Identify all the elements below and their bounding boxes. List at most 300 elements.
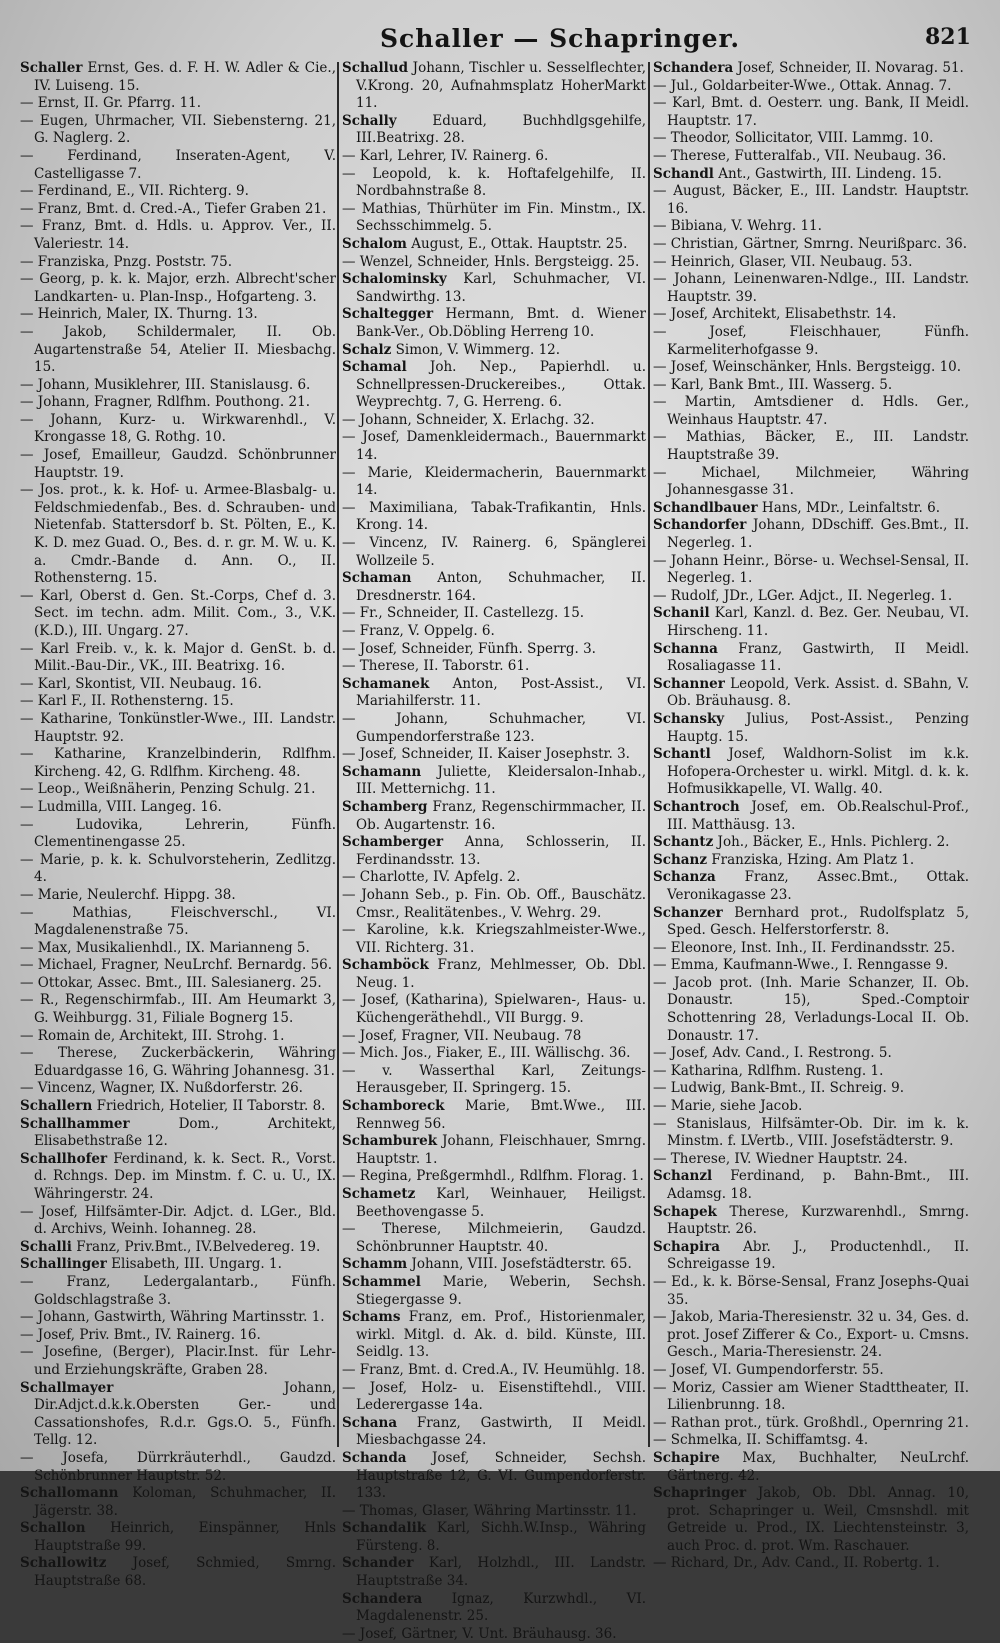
entry-text: Therese, Kurzwarenhdl., Smrng. Hauptstr. 26. — [667, 1203, 969, 1238]
entry-text: — Vincenz, Wagner, IX. Nußdorferstr. 26. — [20, 1080, 303, 1097]
entry-surname: Schapira — [653, 1238, 720, 1255]
entry-text: — Ed., k. k. Börse-Sensal, Franz Josephs-Quai 35. — [653, 1273, 969, 1308]
entry-text: Simon, V. Wimmerg. 12. — [395, 341, 561, 358]
column-divider-2 — [648, 62, 650, 1447]
entry-text: — R., Regenschirmfab., III. Am Heumarkt 3, G. Weihburgg. 31, Filiale Bognerg 15. — [20, 992, 336, 1027]
directory-entry — [342, 623, 646, 641]
directory-entry — [653, 799, 969, 834]
entry-surname: Schallern — [20, 1098, 93, 1115]
entry-text: — Johann Heinr., Börse- u. Wechsel-Sensal, II. Negerleg. 1. — [653, 552, 969, 587]
entry-text: — Wenzel, Schneider, Hnls. Bergsteigg. 25. — [342, 253, 640, 270]
directory-entry — [653, 852, 969, 870]
directory-entry — [20, 201, 336, 219]
directory-entry — [20, 676, 336, 694]
entry-text: Johann, DDschiff. Ges.Bmt., II. Negerleg. 1. — [667, 517, 969, 552]
directory-entry — [20, 940, 336, 958]
directory-entry — [342, 676, 646, 711]
entry-surname: Schallinger — [20, 1256, 107, 1273]
entry-text: — Josef, VI. Gumpendorferstr. 55. — [653, 1361, 884, 1378]
entry-text: Josef, Schneider, II. Novarag. 51. — [737, 60, 964, 76]
entry-text: — Michael, Fragner, NeuLrchf. Bernardg. 56. — [20, 957, 333, 974]
entry-text: — Josef, Damenkleidermach., Bauernmarkt 14. — [342, 429, 646, 464]
entry-surname: Schantz — [653, 834, 714, 851]
entry-surname: Schallomann — [20, 1485, 119, 1502]
directory-entry — [20, 1520, 336, 1555]
entry-text: — Josef, Priv. Bmt., IV. Rainerg. 16. — [20, 1326, 261, 1343]
column-1 — [20, 60, 337, 1590]
entry-surname: Schandera — [342, 1590, 423, 1607]
directory-entry — [342, 1045, 646, 1063]
entry-text: Ignaz, Kurzwhdl., VI. Magdalenenstr. 25. — [356, 1590, 646, 1625]
directory-entry — [653, 95, 969, 130]
entry-text: — Franz, Bmt. d. Cred.-A., Tiefer Graben 21. — [20, 200, 327, 217]
entry-surname: Schalom — [342, 235, 407, 252]
entry-text: Ferdinand, p. Bahn-Bmt., III. Adamsg. 18. — [667, 1168, 969, 1202]
entry-text: Josef, Waldhorn-Solist im k.k. Hofopera-Orchester u. wirkl. Mitgl. d. k. k. Hofmusikkapelle, VI. Wallg. 40. — [667, 746, 969, 798]
directory-entry — [342, 412, 646, 430]
entry-surname: Schallhammer — [20, 1115, 130, 1132]
entry-text: — Franz, Bmt. d. Cred.A., IV. Heumühlg. 18. — [342, 1361, 646, 1378]
entry-text: Josef, Schmied, Smrng. Hauptstraße 68. — [34, 1555, 336, 1590]
directory-entry — [342, 1520, 646, 1555]
entry-text: — Eleonore, Inst. Inh., II. Ferdinandsstr. 25. — [653, 939, 956, 956]
directory-entry — [20, 412, 336, 447]
entry-surname: Schallon — [20, 1520, 86, 1537]
entry-text: Karl, Schuhmacher, VI. Sandwirthg. 13. — [356, 271, 646, 305]
entry-surname: Schanner — [653, 675, 725, 692]
directory-entry — [653, 834, 969, 852]
entry-text: August, E., Ottak. Hauptstr. 25. — [411, 235, 628, 252]
entry-text: — Georg, p. k. k. Major, erzh. Albrecht'scher Landkarten- u. Plan-Insp., Hofgarteng. 3. — [20, 271, 336, 305]
directory-entry — [20, 1098, 336, 1116]
directory-entry — [653, 1204, 969, 1239]
directory-entry — [20, 306, 336, 324]
entry-text: — Ludmilla, VIII. Langeg. 16. — [20, 798, 222, 815]
entry-surname: Schallud — [342, 60, 409, 76]
directory-entry — [653, 1555, 969, 1573]
entry-text: Friedrich, Hotelier, II Taborstr. 8. — [96, 1098, 326, 1115]
entry-surname: Schamanek — [342, 675, 430, 692]
entry-text: Anna, Schlosserin, II. Ferdinandsstr. 13. — [356, 834, 646, 868]
directory-entry — [342, 1362, 646, 1380]
entry-text: — Therese, IV. Wiedner Hauptstr. 24. — [653, 1150, 908, 1167]
directory-entry — [342, 570, 646, 605]
directory-entry — [342, 957, 646, 992]
entry-surname: Schander — [342, 1555, 414, 1572]
directory-entry — [20, 95, 336, 113]
entry-text: — Ernst, II. Gr. Pfarrg. 11. — [20, 95, 202, 112]
directory-entry — [653, 1168, 969, 1203]
directory-entry — [653, 429, 969, 464]
entry-text: — Josef, Fragner, VII. Neubaug. 78 — [342, 1027, 582, 1044]
entry-text: — Ferdinand, Inseraten-Agent, V. Castelligasse 7. — [20, 147, 336, 182]
directory-entry — [653, 905, 969, 940]
directory-entry — [653, 1151, 969, 1169]
entry-text: — Marie, Kleidermacherin, Bauernmarkt 14. — [342, 464, 646, 499]
entry-text: — Jakob, Maria-Theresienstr. 32 u. 34, Ges. d. prot. Josef Zifferer & Co., Export- u. Cmsns. Gesch., Maria-Theresienstr. 24. — [653, 1309, 969, 1361]
directory-entry — [653, 465, 969, 500]
entry-text: Koloman, Schuhmacher, II. Jägerstr. 38. — [34, 1485, 336, 1519]
entry-text: — Regina, Preßgermhdl., Rdlfhm. Florag. 1. — [342, 1168, 644, 1185]
entry-text: — Marie, siehe Jacob. — [653, 1098, 803, 1115]
entry-surname: Schana — [342, 1414, 398, 1431]
entry-text: — Jacob prot. (Inh. Marie Schanzer, II. Ob. Donaustr. 15), Sped.-Comptoir Schottenring 28, Verladungs-Local II. Ob. Donaustr. 17. — [653, 974, 969, 1044]
directory-entry — [342, 746, 646, 764]
entry-text: Leopold, Verk. Assist. d. SBahn, V. Ob. Bräuhausg. 8. — [667, 675, 970, 710]
entry-text: Karl, Kanzl. d. Bez. Ger. Neubau, VI. Hirscheng. 11. — [667, 605, 969, 639]
directory-entry — [342, 1063, 646, 1098]
directory-entry — [342, 60, 646, 113]
entry-surname: Schantl — [653, 746, 711, 763]
entry-text: — Therese, Zuckerbäckerin, Währing Eduardgasse 16, G. Währing Johannesg. 31. — [20, 1045, 336, 1079]
directory-entry — [20, 1274, 336, 1309]
directory-entry — [20, 641, 336, 676]
directory-entry — [20, 887, 336, 905]
entry-surname: Schally — [342, 112, 397, 129]
directory-entry — [653, 676, 969, 711]
entry-text: — Rudolf, JDr., LGer. Adjct., II. Negerleg. 1. — [653, 587, 953, 604]
entry-text: — Richard, Dr., Adv. Cand., II. Robertg. 1. — [653, 1555, 940, 1572]
entry-text: Heinrich, Einspänner, Hnls Hauptstraße 99. — [34, 1520, 336, 1554]
entry-text: Jakob, Ob. Dbl. Annag. 10, prot. Schapringer u. Weil, Cmsnshdl. mit Getreide u. Prod., IX. Liechtensteinstr. 3, auch Proc. d. prot. Wm. Raschauer. — [667, 1485, 969, 1554]
directory-entry — [20, 113, 336, 148]
entry-surname: Schanil — [653, 605, 710, 622]
directory-entry — [20, 377, 336, 395]
directory-entry — [653, 254, 969, 272]
entry-text: — Jul., Goldarbeiter-Wwe., Ottak. Annag. 7. — [653, 77, 952, 94]
directory-entry — [20, 693, 336, 711]
directory-entry — [342, 605, 646, 623]
directory-entry — [342, 1626, 646, 1643]
entry-text: — Theodor, Sollicitator, VIII. Lammg. 10. — [653, 130, 934, 147]
entry-text: — Schmelka, II. Schiffamtsg. 4. — [653, 1432, 869, 1449]
directory-entry — [342, 1555, 646, 1590]
entry-surname: Schamann — [342, 763, 422, 780]
entry-text: Karl, Sichh.W.Insp., Währing Fürsteng. 8. — [356, 1520, 646, 1554]
entry-text: — Jakob, Schildermaler, II. Ob. Augartenstraße 54, Atelier II. Miesbachg. 15. — [20, 323, 336, 376]
entry-text: — Johann, Leinenwaren-Ndlge., III. Landstr. Hauptstr. 39. — [653, 271, 969, 305]
directory-entry — [20, 1450, 336, 1485]
entry-text: — Karoline, k.k. Kriegszahlmeister-Wwe., VII. Richterg. 31. — [342, 922, 646, 956]
entry-surname: Schametz — [342, 1186, 416, 1202]
entry-text: — Josef, Schneider, II. Kaiser Josephstr. 3. — [342, 746, 630, 763]
entry-text: Josef, Schneider, Sechsh. Hauptstraße 12, G. VI. Gumpendorferstr. 133. — [356, 1449, 646, 1502]
directory-entry — [653, 1380, 969, 1415]
directory-entry — [653, 641, 969, 676]
directory-entry — [20, 482, 336, 588]
directory-entry — [342, 1168, 646, 1186]
directory-entry — [20, 746, 336, 781]
entry-text: — Emma, Kaufmann-Wwe., I. Renngasse 9. — [653, 957, 949, 974]
entry-surname: Schallmayer — [20, 1379, 114, 1396]
directory-entry — [653, 306, 969, 324]
entry-surname: Schandalik — [342, 1520, 427, 1537]
directory-entry — [342, 1415, 646, 1450]
entry-text: — Romain de, Architekt, III. Strohg. 1. — [20, 1027, 285, 1044]
entry-text: Johann, Fleischhauer, Smrng. Hauptstr. 1. — [356, 1133, 646, 1167]
entry-surname: Schamberger — [342, 834, 444, 851]
directory-entry — [653, 517, 969, 552]
entry-surname: Schamm — [342, 1256, 408, 1273]
entry-text: Franz, Gastwirth, II Meidl. Rosaliagasse 11. — [667, 640, 970, 675]
entry-text: Max, Buchhalter, NeuLrchf. Gärtnerg. 42. — [667, 1449, 969, 1484]
entry-text: — Katharine, Tonkünstler-Wwe., III. Landstr. Hauptstr. 92. — [20, 710, 336, 745]
entry-text: Julius, Post-Assist., Penzing Hauptg. 15. — [667, 710, 969, 745]
directory-entry — [342, 236, 646, 254]
entry-surname: Schanna — [653, 640, 718, 657]
directory-entry — [342, 1098, 646, 1133]
entry-text: — Michael, Milchmeier, Währing Johannesgasse 31. — [653, 464, 969, 499]
entry-text: Juliette, Kleidersalon-Inhab., III. Metternichg. 11. — [356, 763, 646, 798]
entry-text: — Martin, Amtsdiener d. Hdls. Ger., Weinhaus Hauptstr. 47. — [653, 394, 969, 428]
entry-text: — Vincenz, IV. Rainerg. 6, Spänglerei Wollzeile 5. — [342, 535, 646, 569]
directory-entry — [20, 1256, 336, 1274]
directory-entry — [20, 254, 336, 272]
entry-surname: Schamal — [342, 359, 407, 376]
entry-text: — Johann, Fragner, Rdlfhm. Pouthong. 21. — [20, 394, 310, 411]
entry-text: Franz, em. Prof., Historienmaler, wirkl. Mitgl. d. Ak. d. bild. Künste, III. Seidlg. 13. — [356, 1309, 646, 1361]
entry-text: — Stanislaus, Hilfsämter-Ob. Dir. im k. k. Minstm. f. LVertb., VIII. Josefstädterstr. 9. — [653, 1115, 969, 1150]
entry-surname: Schalli — [20, 1238, 72, 1255]
entry-text: — Leopold, k. k. Hoftafelgehilfe, II. Nordbahnstraße 8. — [342, 165, 646, 200]
directory-entry — [20, 852, 336, 887]
directory-entry — [20, 781, 336, 799]
entry-text: — Franz, Bmt. d. Hdls. u. Approv. Ver., II. Valeriestr. 14. — [20, 218, 336, 252]
entry-surname: Schandl — [653, 165, 714, 182]
entry-surname: Schaller — [20, 60, 83, 76]
directory-entry — [653, 1415, 969, 1433]
directory-entry — [653, 1080, 969, 1098]
directory-entry — [342, 1591, 646, 1626]
entry-text: Bernhard prot., Rudolfsplatz 5, Sped. Gesch. Helferstorferstr. 8. — [667, 904, 969, 939]
directory-entry — [653, 78, 969, 96]
entry-surname: Schamburek — [342, 1133, 438, 1150]
entry-text: Joh., Bäcker, E., Hnls. Pichlerg. 2. — [717, 834, 950, 851]
entry-text: — Therese, II. Taborstr. 61. — [342, 658, 530, 675]
directory-entry — [653, 711, 969, 746]
entry-text: — Mathias, Fleischverschl., VI. Magdalenenstraße 75. — [20, 904, 336, 939]
directory-entry — [342, 799, 646, 834]
directory-entry — [342, 500, 646, 535]
directory-entry — [653, 500, 969, 518]
entry-text: Ant., Gastwirth, III. Lindeng. 15. — [718, 165, 942, 182]
directory-entry — [653, 1274, 969, 1309]
directory-entry — [20, 1485, 336, 1520]
directory-entry — [20, 975, 336, 993]
entry-text: — Josef, Architekt, Elisabethstr. 14. — [653, 306, 897, 323]
directory-entry — [20, 1239, 336, 1257]
entry-text: — Josef, Hilfsämter-Dir. Adjct. d. LGer., Bld. d. Archivs, Weinh. Iohanneg. 28. — [20, 1203, 336, 1238]
entry-surname: Schallhofer — [20, 1150, 108, 1167]
entry-text: — Eugen, Uhrmacher, VII. Siebensterng. 21, G. Naglerg. 2. — [20, 112, 336, 147]
entry-text: — Heinrich, Maler, IX. Thurng. 13. — [20, 306, 258, 323]
entry-text: Eduard, Buchhdlgsgehilfe, III.Beatrixg. 28. — [356, 112, 646, 147]
entry-surname: Schapire — [653, 1449, 720, 1466]
directory-entry — [653, 957, 969, 975]
directory-entry — [342, 113, 646, 148]
directory-entry — [20, 1555, 336, 1590]
directory-entry — [20, 218, 336, 253]
directory-entry — [653, 1116, 969, 1151]
entry-text: — Karl F., II. Rothensterng. 15. — [20, 693, 234, 710]
entry-text: Franz, Mehlmesser, Ob. Dbl. Neug. 1. — [356, 957, 647, 991]
directory-entry — [342, 1028, 646, 1046]
page-header — [0, 18, 1000, 58]
directory-entry — [20, 1327, 336, 1345]
entry-surname: Schanza — [653, 869, 716, 886]
directory-entry — [20, 324, 336, 377]
entry-text: Ferdinand, k. k. Sect. R., Vorst. d. Rchngs. Dep. im Minstm. f. C. u. U., IX. Währingerstr. 24. — [34, 1150, 336, 1202]
entry-surname: Schanzl — [653, 1168, 713, 1185]
entry-text: — Katharine, Kranzelbinderin, Rdlfhm. Kircheng. 42, G. Rdlfhm. Kircheng. 48. — [20, 746, 336, 780]
entry-text: — Karl, Skontist, VII. Neubaug. 16. — [20, 675, 262, 692]
entry-text: — Josef, Fleischhauer, Fünfh. Karmeliterhofgasse 9. — [653, 323, 969, 358]
directory-entry — [653, 1485, 969, 1555]
directory-entry — [20, 1028, 336, 1046]
entry-text: — Johann, Schneider, X. Erlachg. 32. — [342, 411, 595, 428]
entry-text: — Rathan prot., türk. Großhdl., Opernring 21. — [653, 1414, 969, 1431]
directory-entry — [20, 60, 336, 95]
entry-surname: Schammel — [342, 1273, 421, 1290]
entry-surname: Schapringer — [653, 1485, 747, 1502]
entry-text: Johann, VIII. Josefstädterstr. 65. — [411, 1256, 632, 1273]
entry-text: — Josefa, Dürrkräuterhdl., Gaudzd. Schönbrunner Hauptstr. 52. — [20, 1449, 336, 1484]
entry-surname: Schalominsky — [342, 271, 447, 288]
entry-surname: Schamboreck — [342, 1098, 445, 1115]
entry-text: Elisabeth, III. Ungarg. 1. — [111, 1256, 282, 1273]
entry-text: — Johann, Musiklehrer, III. Stanislausg. 6. — [20, 376, 311, 393]
entry-text: — Fr., Schneider, II. Castellezg. 15. — [342, 605, 585, 622]
directory-entry — [20, 905, 336, 940]
directory-entry — [342, 1221, 646, 1256]
directory-entry — [653, 236, 969, 254]
entry-surname: Schallowitz — [20, 1555, 107, 1572]
entry-text: — Ludovika, Lehrerin, Fünfh. Clementinengasse 25. — [20, 816, 336, 851]
directory-entry — [653, 60, 969, 78]
directory-entry — [653, 183, 969, 218]
entry-text: Johann, Tischler u. Sesselflechter, V.Krong. 20, Aufnahmsplatz HoherMarkt 11. — [356, 60, 646, 112]
directory-entry — [342, 992, 646, 1027]
directory-entry — [342, 359, 646, 412]
directory-entry — [342, 1503, 646, 1521]
column-2 — [342, 60, 647, 1642]
directory-entry — [342, 834, 646, 869]
entry-text: Abr. J., Productenhdl., II. Schreigasse 19. — [667, 1238, 969, 1273]
directory-entry — [342, 1309, 646, 1362]
directory-entry — [653, 377, 969, 395]
directory-entry — [342, 465, 646, 500]
directory-entry — [653, 1450, 969, 1485]
entry-text: — Ottokar, Assec. Bmt., III. Salesianerg. 25. — [20, 974, 322, 991]
entry-text: Hermann, Bmt. d. Wiener Bank-Ver., Ob.Döbling Herreng 10. — [356, 306, 646, 340]
entry-text: — Marie, Neulerchf. Hippg. 38. — [20, 886, 236, 903]
entry-text: — Karl, Bmt. d. Oesterr. ung. Bank, II Meidl. Hauptstr. 17. — [653, 95, 969, 129]
directory-entry — [653, 1098, 969, 1116]
entry-text: — Leop., Weißnäherin, Penzing Schulg. 21. — [20, 781, 316, 798]
page-number: 821 — [925, 24, 971, 50]
entry-text: Franziska, Hzing. Am Platz 1. — [711, 851, 915, 868]
entry-text: — Josef, Gärtner, V. Unt. Bräuhausg. 36. — [342, 1625, 617, 1642]
entry-text: — Mich. Jos., Fiaker, E., III. Wällischg. 36. — [342, 1045, 631, 1062]
directory-entry — [653, 588, 969, 606]
entry-text: Josef, em. Ob.Realschul-Prof., III. Matthäusg. 13. — [667, 798, 969, 833]
directory-entry — [342, 1450, 646, 1503]
directory-entry — [342, 342, 646, 360]
directory-entry — [20, 1344, 336, 1379]
entry-text: Karl, Holzhdl., III. Landstr. Hauptstraße 34. — [356, 1555, 646, 1590]
column-divider-1 — [337, 62, 339, 1447]
directory-entry — [653, 1362, 969, 1380]
directory-entry — [20, 1045, 336, 1080]
directory-entry — [342, 869, 646, 887]
directory-entry — [342, 641, 646, 659]
directory-entry — [653, 1309, 969, 1362]
directory-entry — [653, 218, 969, 236]
directory-entry — [653, 148, 969, 166]
entry-text: — Christian, Gärtner, Smrng. Neurißparc. 36. — [653, 235, 967, 252]
directory-entry — [342, 201, 646, 236]
directory-entry — [653, 271, 969, 306]
entry-text: Joh. Nep., Papierhdl. u. Schnellpressen-Druckereibes., Ottak. Weyprechtg. 7, G. Herreng. 6. — [356, 359, 646, 411]
entry-surname: Schandlbauer — [653, 499, 758, 516]
entry-text: Franz, Assec.Bmt., Ottak. Veronikagasse 23. — [667, 869, 969, 903]
entry-text: — Ferdinand, E., VII. Richterg. 9. — [20, 183, 249, 200]
directory-entry — [20, 1380, 336, 1450]
directory-entry — [342, 306, 646, 341]
directory-entry — [20, 183, 336, 201]
directory-entry — [20, 1080, 336, 1098]
entry-text: — Ludwig, Bank-Bmt., II. Schreig. 9. — [653, 1080, 904, 1097]
entry-text: — Johann, Kurz- u. Wirkwarenhdl., V. Krongasse 18, G. Rothg. 10. — [20, 411, 336, 446]
entry-text: — Josef, Adv. Cand., I. Restrong. 5. — [653, 1045, 892, 1062]
entry-text: Marie, Weberin, Sechsh. Stiegergasse 9. — [356, 1273, 646, 1308]
entry-text: Hans, MDr., Leinfaltstr. 6. — [761, 499, 940, 516]
directory-entry — [20, 447, 336, 482]
directory-entry — [653, 746, 969, 799]
entry-text: Karl, Weinhauer, Heiligst. Beethovengasse 5. — [356, 1186, 647, 1220]
directory-entry — [342, 1380, 646, 1415]
entry-surname: Schansky — [653, 710, 725, 727]
entry-surname: Schanzer — [653, 904, 723, 921]
directory-entry — [20, 148, 336, 183]
entry-text: — Karl, Lehrer, IV. Rainerg. 6. — [342, 147, 549, 164]
directory-entry — [342, 1186, 646, 1221]
entry-surname: Schaltegger — [342, 306, 434, 323]
entry-text: Anton, Post-Assist., VI. Mariahilferstr. 11. — [356, 675, 646, 710]
directory-entry — [20, 271, 336, 306]
directory-entry — [342, 658, 646, 676]
directory-entry — [20, 1151, 336, 1204]
directory-entry — [653, 166, 969, 184]
entry-surname: Schapek — [653, 1203, 717, 1220]
directory-entry — [342, 1256, 646, 1274]
directory-entry — [20, 1116, 336, 1151]
entry-text: — v. Wasserthal Karl, Zeitungs-Herausgeber, II. Springerg. 15. — [342, 1062, 646, 1097]
directory-entry — [342, 1133, 646, 1168]
entry-surname: Schanz — [653, 851, 708, 868]
entry-text: — Franz, Ledergalantarb., Fünfh. Goldschlagstraße 3. — [20, 1273, 336, 1308]
directory-entry — [342, 429, 646, 464]
directory-entry — [653, 130, 969, 148]
running-title: Schaller — Schapringer. — [380, 24, 741, 53]
directory-entry — [653, 394, 969, 429]
entry-surname: Schandorfer — [653, 517, 747, 534]
entry-text: Franz, Priv.Bmt., IV.Belvedereg. 19. — [76, 1238, 321, 1255]
directory-entry — [342, 535, 646, 570]
entry-text: — Josef, (Katharina), Spielwaren-, Haus- u. Küchengeräthehdl., VII Burgg. 9. — [342, 992, 646, 1027]
entry-text: — Maximiliana, Tabak-Trafikantin, Hnls. Krong. 14. — [342, 499, 646, 534]
directory-entry — [653, 1063, 969, 1081]
